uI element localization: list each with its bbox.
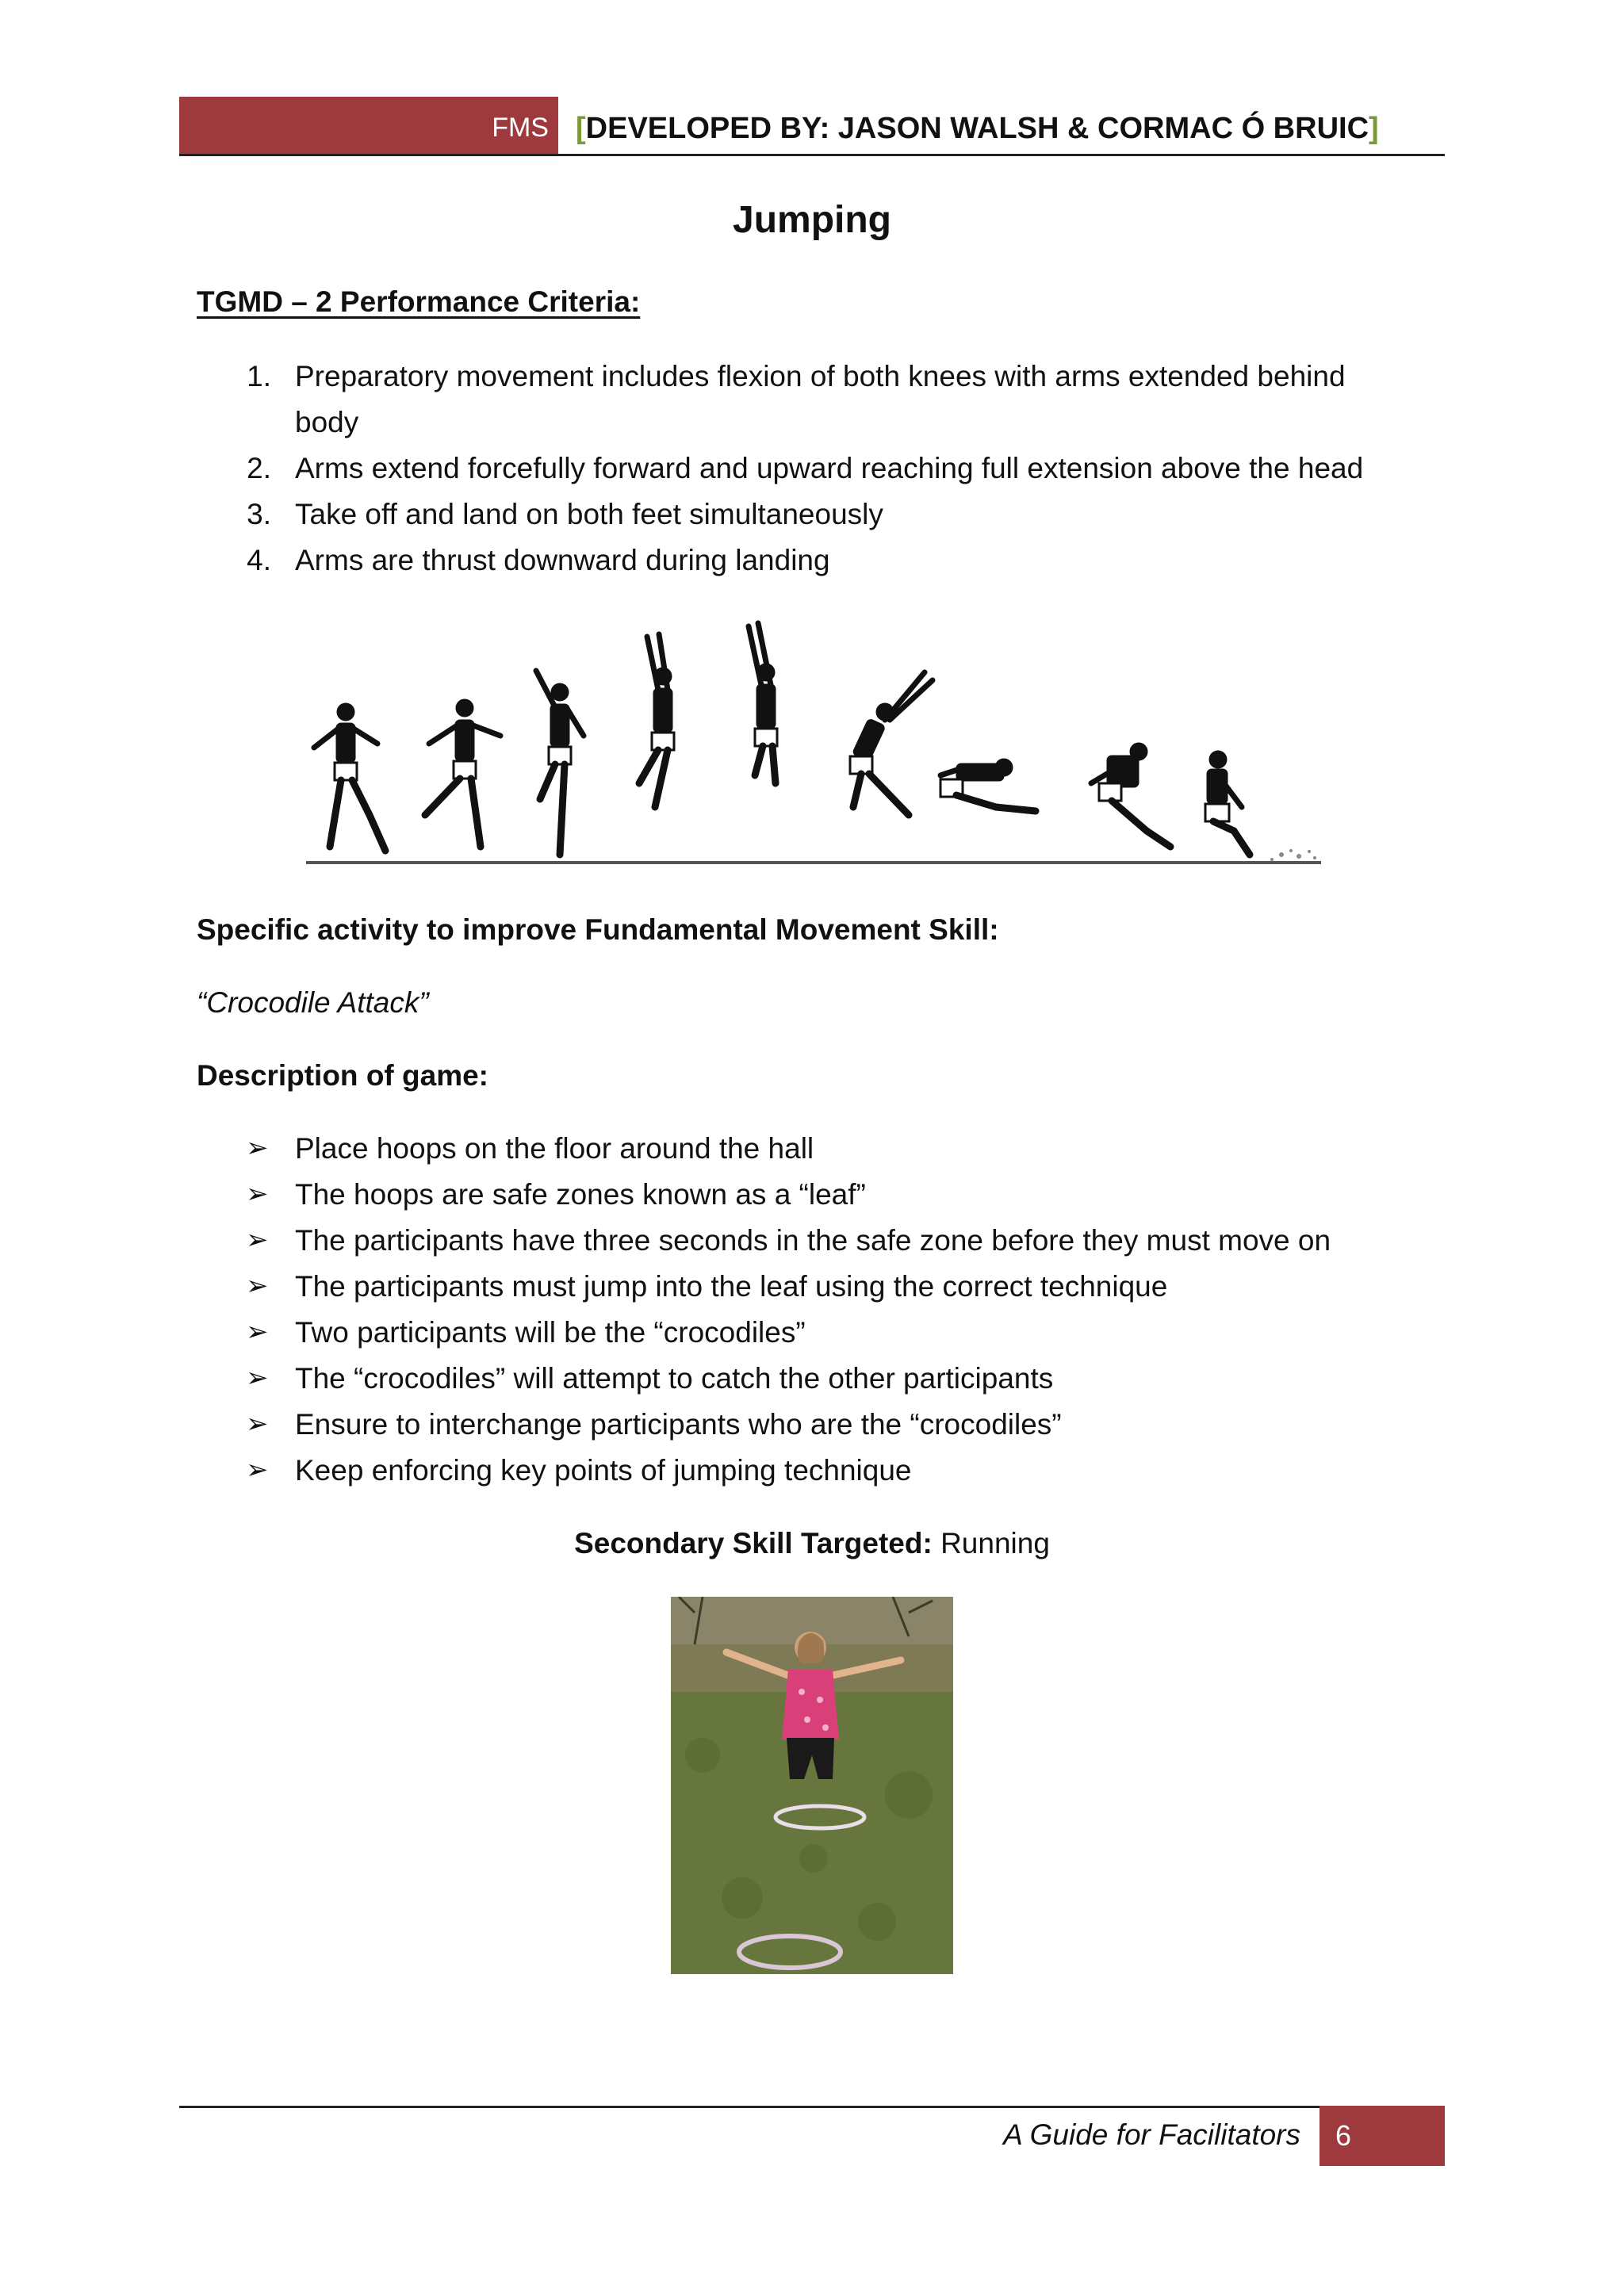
criteria-number: 1. [247,360,271,392]
criteria-item: Arms are thrust downward during landing [295,544,830,576]
header-developed-by [576,97,1379,155]
description-bullet: Keep enforcing key points of jumping technique [295,1454,912,1487]
criteria-number: 2. [247,452,271,484]
secondary-skill-value: Running [940,1527,1050,1559]
description-heading: Description of game: [197,1059,488,1092]
criteria-item: Preparatory movement includes flexion of both knees with arms extended behind [295,360,1346,392]
arrow-bullet-icon: ➢ [246,1225,269,1255]
jump-sequence-illustration [298,617,1326,882]
description-bullet: The hoops are safe zones known as a “leaf” [295,1178,866,1211]
description-bullet: Ensure to interchange participants who are the “crocodiles” [295,1408,1062,1441]
developed-by-text: DEVELOPED BY: JASON WALSH & CORMAC Ó BRUIC [585,112,1369,145]
arrow-bullet-icon: ➢ [246,1317,269,1347]
bracket-open: [ [576,112,586,145]
arrow-bullet-icon: ➢ [246,1455,269,1485]
bracket-close: ] [1369,112,1379,145]
activity-heading: Specific activity to improve Fundamental Movement Skill: [197,913,999,946]
criteria-item: Take off and land on both feet simultaneously [295,498,883,530]
criteria-number: 4. [247,544,271,576]
header-rule [179,154,1445,156]
game-name: “Crocodile Attack” [197,986,429,1019]
footer-rule [179,2106,1320,2108]
secondary-skill [0,1527,1624,1560]
criteria-number: 3. [247,498,271,530]
arrow-bullet-icon: ➢ [246,1179,269,1209]
secondary-skill-label: Secondary Skill Targeted: [574,1527,933,1559]
description-bullet: The participants must jump into the leaf using the correct technique [295,1270,1168,1303]
page-number: 6 [1320,2106,1445,2166]
description-bullet: Two participants will be the “crocodiles” [295,1316,806,1349]
arrow-bullet-icon: ➢ [246,1133,269,1163]
arrow-bullet-icon: ➢ [246,1363,269,1393]
arrow-bullet-icon: ➢ [246,1271,269,1301]
arrow-bullet-icon: ➢ [246,1409,269,1439]
page-title: Jumping [733,199,891,241]
criteria-item-continued: body [295,406,359,438]
criteria-heading: TGMD – 2 Performance Criteria: [197,285,641,318]
footer-guide-text: A Guide for Facilitators [1003,2118,1300,2151]
description-bullet: Place hoops on the floor around the hall [295,1132,814,1165]
criteria-item: Arms extend forcefully forward and upward reaching full extension above the head [295,452,1364,484]
header-fms-label: FMS [492,113,549,143]
description-bullet: The participants have three seconds in the safe zone before they must move on [295,1224,1331,1257]
description-bullet: The “crocodiles” will attempt to catch the other participants [295,1362,1054,1395]
child-jumping-photo [671,1597,953,1974]
